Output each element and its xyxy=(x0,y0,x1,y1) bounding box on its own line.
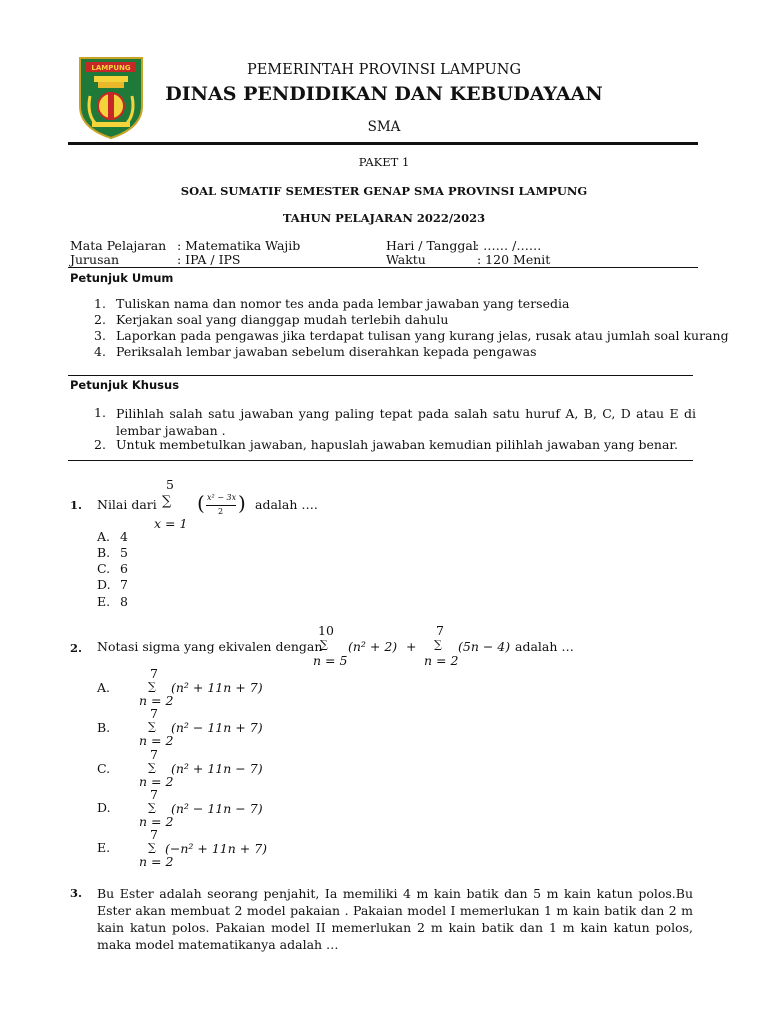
option-expression: (n² − 11n + 7) xyxy=(171,720,263,735)
sigma-icon: ∑ xyxy=(434,638,442,651)
sigma-icon: ∑ xyxy=(148,680,156,693)
section-divider xyxy=(68,460,693,461)
sigma-upper-limit: 7 xyxy=(150,787,158,802)
sigma-lower-limit: n = 2 xyxy=(139,854,174,869)
option-text: 4 xyxy=(120,529,128,544)
option-letter: C. xyxy=(97,761,111,776)
info-divider xyxy=(68,267,698,268)
sigma-upper-limit: 7 xyxy=(436,623,444,638)
sigma-icon: ∑ xyxy=(148,761,156,774)
sigma-upper-limit: 7 xyxy=(150,706,158,721)
specific-instruction-text: Untuk membetulkan jawaban, hapuslah jawaban kemudian pilihlah jawaban yang benar. xyxy=(116,437,679,452)
exam-year: TAHUN PELAJARAN 2022/2023 xyxy=(282,211,486,225)
specific-instruction-number: 2. xyxy=(94,437,106,452)
office-name: DINAS PENDIDIKAN DAN KEBUDAYAAN xyxy=(165,83,603,105)
government-name: PEMERINTAH PROVINSI LAMPUNG xyxy=(246,62,522,78)
plus-sign: + xyxy=(406,639,417,654)
option-expression: (n² + 11n − 7) xyxy=(171,761,263,776)
option-letter: C. xyxy=(97,561,111,576)
question-text: Bu Ester adalah seorang penjahit, Ia memiliki 4 m kain batik dan 5 m kain katun polos.Bu Ester akan membuat 2 model pakaian . Pakaian model I memerlukan 1 m kain batik dan 2 m kain katun polos. Pakaian model II memerlukan 2 m kain batik dan 1 m kain katun polos, maka model matematikanya adalah … xyxy=(97,886,693,952)
option-expression: (n² − 11n − 7) xyxy=(171,801,263,816)
sigma-lower-limit: n = 2 xyxy=(139,693,174,708)
general-instruction-text: Tuliskan nama dan nomor tes anda pada lembar jawaban yang tersedia xyxy=(116,296,570,311)
general-instruction-text: Periksalah lembar jawaban sebelum diserahkan kepada pengawas xyxy=(116,344,537,359)
specific-instruction-number: 1. xyxy=(94,405,106,420)
option-letter: D. xyxy=(97,577,111,592)
question-suffix: adalah … xyxy=(515,639,574,654)
sigma-icon: ∑ xyxy=(320,638,328,651)
sigma-upper-limit: 7 xyxy=(150,747,158,762)
specific-instructions-title: Petunjuk Khusus xyxy=(70,378,180,392)
sigma-upper-limit: 10 xyxy=(318,623,334,638)
general-instruction-text: Laporkan pada pengawas jika terdapat tulisan yang kurang jelas, rusak atau jumlah soal kurang xyxy=(116,328,729,343)
question-number: 1. xyxy=(70,498,83,512)
question-number: 2. xyxy=(70,641,83,655)
sum-expression: (5n − 4) xyxy=(458,639,511,654)
sigma-icon: ∑ xyxy=(148,841,156,854)
option-letter: A. xyxy=(97,529,111,544)
general-instructions-title: Petunjuk Umum xyxy=(70,271,174,285)
option-expression: (n² + 11n + 7) xyxy=(171,680,263,695)
sigma-icon: ∑ xyxy=(148,720,156,733)
major-label: Jurusan xyxy=(70,252,120,267)
specific-instruction-text: Pilihlah salah satu jawaban yang paling tepat pada salah satu huruf A, B, C, D atau E di lembar jawaban . xyxy=(116,406,696,438)
sigma-lower-limit: n = 5 xyxy=(313,653,348,668)
day-date-label: Hari / Tanggal xyxy=(386,238,477,253)
general-instruction-text: Kerjakan soal yang dianggap mudah terlebih dahulu xyxy=(116,312,449,327)
option-text: 5 xyxy=(120,545,128,560)
question-prefix: Nilai dari xyxy=(97,497,157,512)
option-letter: A. xyxy=(97,680,111,695)
sigma-upper-limit: 7 xyxy=(150,827,158,842)
option-letter: B. xyxy=(97,720,111,735)
sigma-icon: ∑ xyxy=(162,494,172,509)
question-suffix: adalah …. xyxy=(255,497,318,512)
question-prefix: Notasi sigma yang ekivalen dengan xyxy=(97,639,323,654)
fraction-bar xyxy=(206,505,236,506)
general-instruction-number: 4. xyxy=(94,344,106,359)
option-text: 7 xyxy=(120,577,128,592)
fraction-numerator: x² − 3x xyxy=(207,493,237,502)
sum-expression: (n² + 2) xyxy=(348,639,398,654)
sigma-lower-limit: x = 1 xyxy=(154,516,188,531)
sigma-icon: ∑ xyxy=(148,801,156,814)
fraction-denominator: 2 xyxy=(218,507,224,516)
close-paren: ) xyxy=(238,491,246,515)
general-instruction-number: 1. xyxy=(94,296,106,311)
general-instruction-number: 2. xyxy=(94,312,106,327)
package-label: PAKET 1 xyxy=(358,155,410,169)
question-number: 3. xyxy=(70,886,83,900)
general-instruction-number: 3. xyxy=(94,328,106,343)
header-divider-thick xyxy=(68,142,698,145)
subject-value: : Matematika Wajib xyxy=(177,238,301,253)
time-value: : 120 Menit xyxy=(477,252,551,267)
option-letter: E. xyxy=(97,594,111,609)
major-value: : IPA / IPS xyxy=(177,252,241,267)
sigma-lower-limit: n = 2 xyxy=(424,653,459,668)
svg-text:LAMPUNG: LAMPUNG xyxy=(91,64,131,72)
open-paren: ( xyxy=(197,491,205,515)
option-text: 8 xyxy=(120,594,128,609)
time-label: Waktu xyxy=(386,252,426,267)
option-text: 6 xyxy=(120,561,128,576)
option-letter: D. xyxy=(97,800,111,815)
day-date-value: : …… /…… xyxy=(475,238,542,253)
option-letter: E. xyxy=(97,840,111,855)
sigma-upper-limit: 7 xyxy=(150,666,158,681)
section-divider xyxy=(68,375,693,376)
sigma-lower-limit: n = 2 xyxy=(139,733,174,748)
school-level: SMA xyxy=(367,119,401,135)
sigma-lower-limit: n = 2 xyxy=(139,774,174,789)
sigma-upper-limit: 5 xyxy=(166,477,174,492)
subject-label: Mata Pelajaran xyxy=(70,238,167,253)
exam-title: SOAL SUMATIF SEMESTER GENAP SMA PROVINSI LAMPUNG xyxy=(180,184,588,198)
sigma-lower-limit: n = 2 xyxy=(139,814,174,829)
option-letter: B. xyxy=(97,545,111,560)
option-expression: (−n² + 11n + 7) xyxy=(165,841,268,856)
